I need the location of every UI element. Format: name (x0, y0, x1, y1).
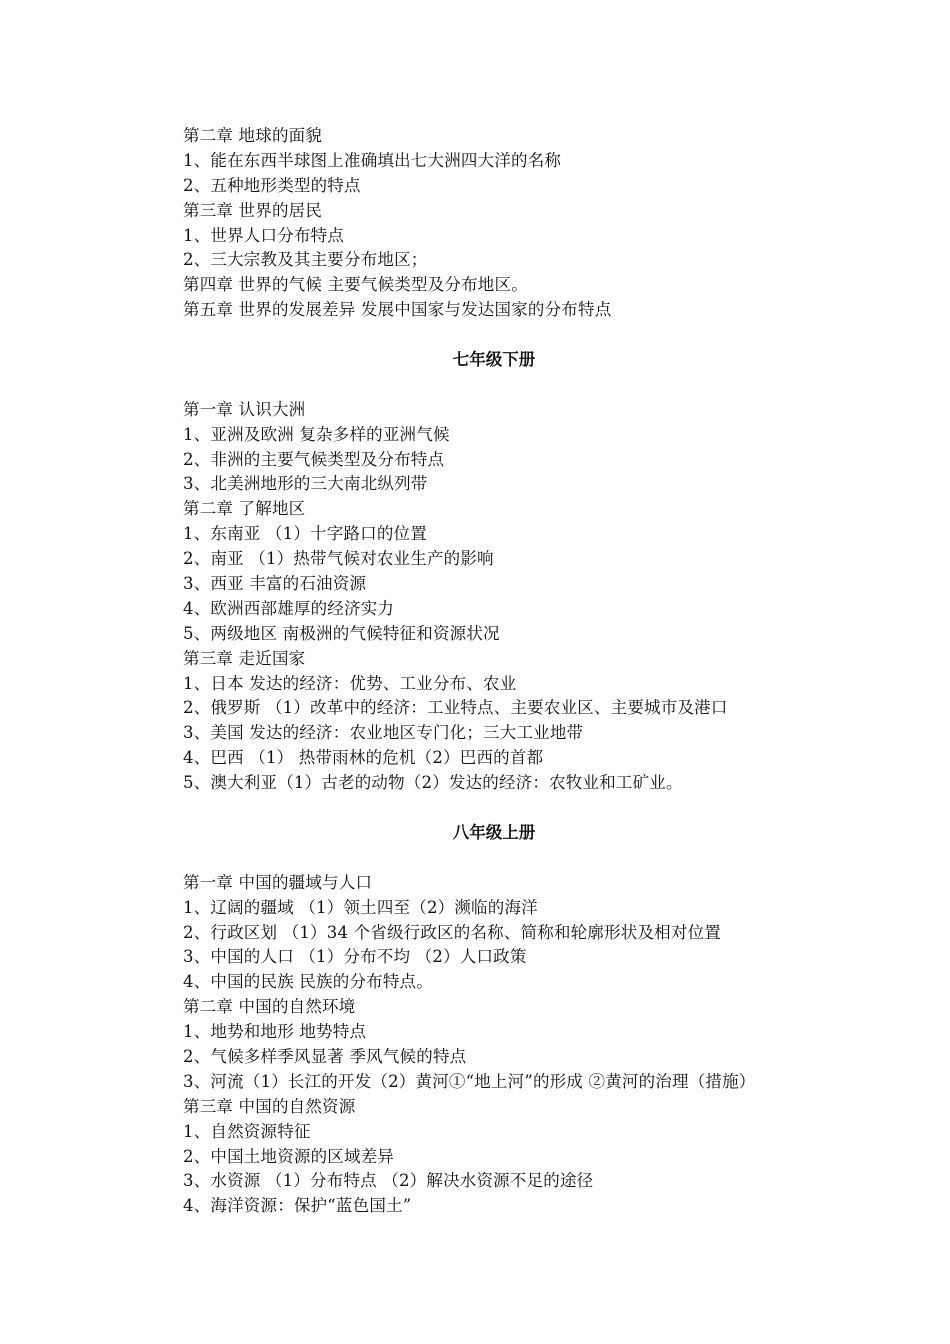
list-item: 1、世界人口分布特点 (183, 225, 344, 245)
list-item: 2、行政区划 （1）34 个省级行政区的名称、简称和轮廓形状及相对位置 (183, 922, 721, 942)
list-item: 5、两级地区 南极洲的气候特征和资源状况 (183, 623, 500, 643)
list-item: 2、非洲的主要气候类型及分布特点 (183, 449, 445, 469)
list-item: 1、地势和地形 地势特点 (183, 1022, 367, 1042)
list-item: 4、欧洲西部雄厚的经济实力 (183, 598, 395, 618)
list-item: 2、三大宗教及其主要分布地区； (183, 250, 428, 270)
list-item: 3、水资源 （1）分布特点 （2）解决水资源不足的途径 (183, 1171, 594, 1191)
spacer (183, 846, 823, 871)
list-item: 3、中国的人口 （1）分布不均 （2）人口政策 (183, 947, 527, 967)
list-item: 2、俄罗斯 （1）改革中的经济：工业特点、主要农业区、主要城市及港口 (183, 698, 728, 718)
chapter-title: 第二章 了解地区 (183, 499, 306, 519)
list-item: 1、能在东西半球图上准确填出七大洲四大洋的名称 (183, 150, 562, 170)
section-grade7-part2 (183, 398, 823, 796)
list-item: 2、中国土地资源的区域差异 (183, 1146, 395, 1166)
list-item: 1、日本 发达的经济：优势、工业分布、农业 (183, 673, 517, 693)
list-item: 3、西亚 丰富的石油资源 (183, 574, 367, 594)
list-item: 2、五种地形类型的特点 (183, 175, 361, 195)
list-item: 1、亚洲及欧洲 复杂多样的亚洲气候 (183, 424, 450, 444)
section-heading: 七年级下册 (452, 350, 536, 370)
list-item: 3、美国 发达的经济：农业地区专门化；三大工业地带 (183, 723, 584, 743)
chapter-title: 第三章 中国的自然资源 (183, 1096, 356, 1116)
list-item: 1、东南亚 （1）十字路口的位置 (183, 524, 427, 544)
list-item: 4、中国的民族 民族的分布特点。 (183, 972, 433, 992)
section-grade8-part1 (183, 871, 823, 1219)
list-item: 3、河流（1）长江的开发（2）黄河①“地上河”的形成 ②黄河的治理（措施） (183, 1071, 756, 1091)
chapter-title: 第三章 走近国家 (183, 648, 306, 668)
chapter-title: 第二章 地球的面貌 (183, 126, 323, 145)
section-grade7-part1-chapters (183, 124, 823, 323)
spacer (183, 323, 823, 348)
list-item: 4、海洋资源：保护“蓝色国土” (183, 1196, 412, 1216)
chapter-title: 第三章 世界的居民 (183, 200, 323, 220)
section-heading: 八年级上册 (452, 822, 536, 842)
list-item: 5、澳大利亚（1）古老的动物（2）发达的经济：农牧业和工矿业。 (183, 773, 683, 793)
list-item: 1、辽阔的疆域 （1）领土四至（2）濒临的海洋 (183, 897, 538, 917)
spacer (183, 373, 823, 398)
list-item: 3、北美洲地形的三大南北纵列带 (183, 474, 428, 494)
chapter-title: 第一章 中国的疆域与人口 (183, 872, 373, 892)
chapter-title: 第五章 世界的发展差异 发展中国家与发达国家的分布特点 (183, 300, 612, 320)
chapter-title: 第四章 世界的气候 主要气候类型及分布地区。 (183, 275, 528, 295)
chapter-title: 第二章 中国的自然环境 (183, 997, 356, 1017)
document-body (183, 124, 823, 1219)
list-item: 4、巴西 （1） 热带雨林的危机（2）巴西的首都 (183, 748, 544, 768)
list-item: 2、南亚 （1）热带气候对农业生产的影响 (183, 549, 494, 569)
list-item: 1、自然资源特征 (183, 1121, 311, 1141)
chapter-title: 第一章 认识大洲 (183, 399, 306, 419)
list-item: 2、气候多样季风显著 季风气候的特点 (183, 1046, 467, 1066)
spacer (183, 796, 823, 821)
